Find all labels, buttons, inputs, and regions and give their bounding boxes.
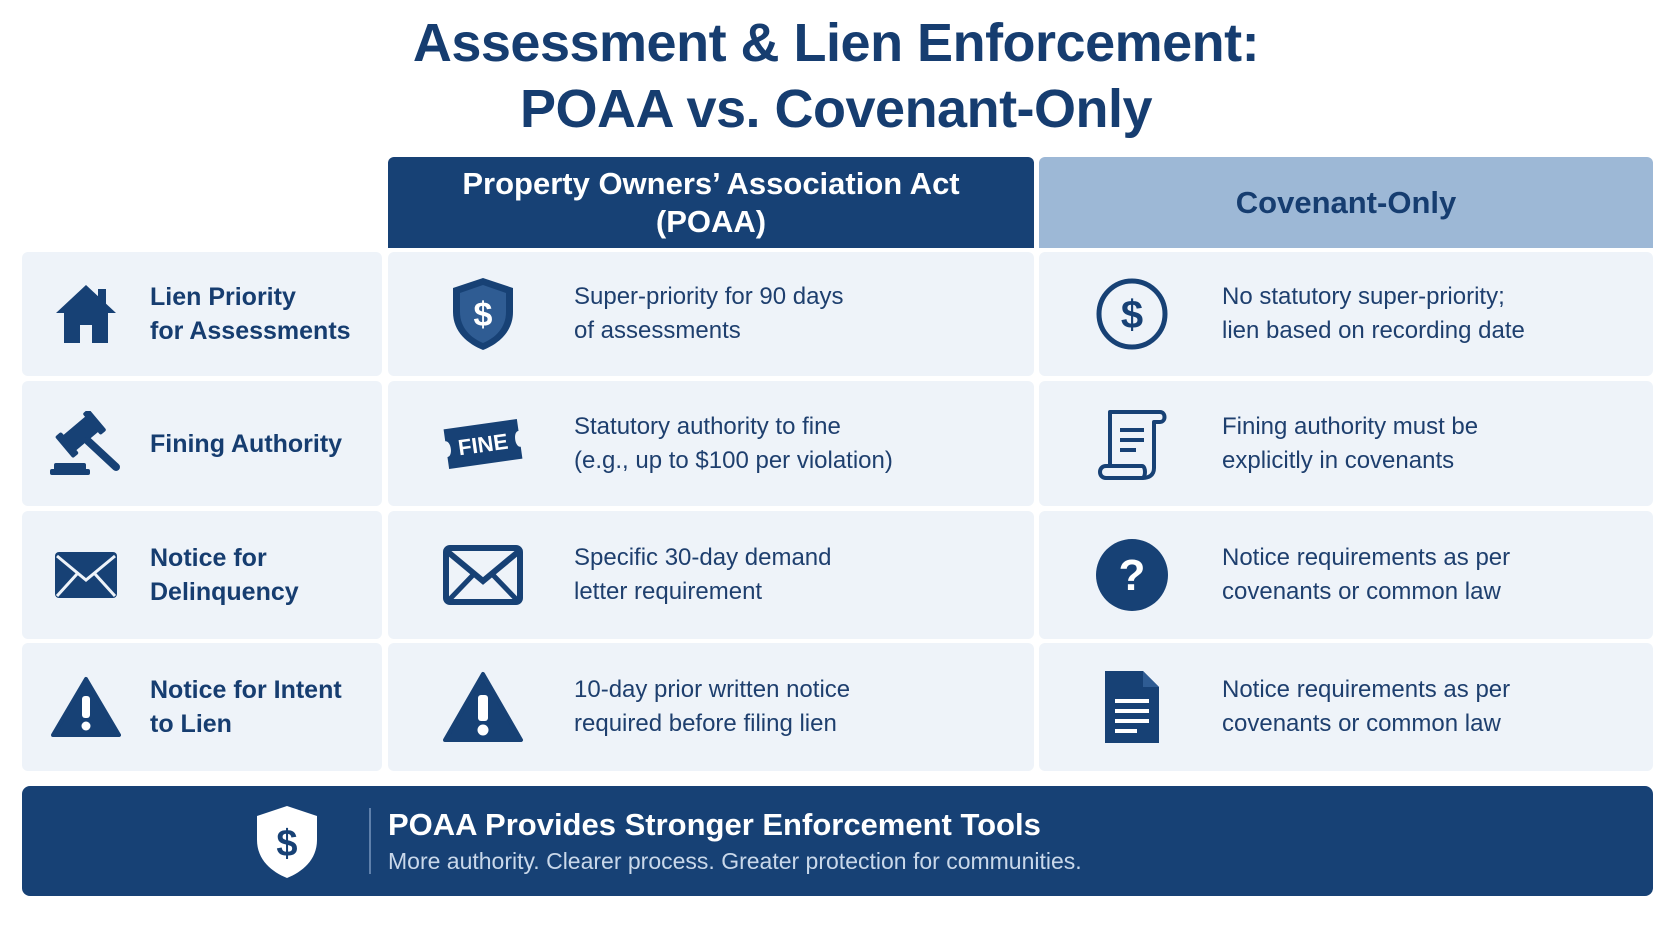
row-label-lien-priority bbox=[22, 252, 382, 376]
summary-banner bbox=[22, 786, 1653, 896]
warning-icon bbox=[442, 671, 524, 743]
label-line: Notice for bbox=[150, 544, 267, 572]
label-line: Lien Priority bbox=[150, 283, 296, 311]
svg-text:$: $ bbox=[473, 296, 493, 334]
poaa-text-line: of assessments bbox=[574, 317, 741, 344]
poaa-cell-notice-intent-lien bbox=[388, 643, 1034, 771]
shield-dollar-icon bbox=[254, 804, 320, 885]
covenant-cell-fining-authority bbox=[1039, 381, 1653, 506]
label-line: to Lien bbox=[150, 710, 232, 738]
poaa-cell-fining-authority bbox=[388, 381, 1034, 506]
poaa-text-line: 10-day prior written notice bbox=[574, 676, 851, 703]
covenant-text-line: Fining authority must be bbox=[1222, 412, 1479, 440]
column-header-poaa bbox=[388, 157, 1034, 248]
question-circle-icon bbox=[1094, 537, 1170, 613]
shield-dollar-icon bbox=[450, 276, 516, 352]
covenant-text-line: No statutory super-priority; bbox=[1222, 283, 1505, 310]
poaa-text-line: (e.g., up to $100 per violation) bbox=[574, 446, 893, 474]
covenant-text-line: Notice requirements as per bbox=[1222, 676, 1511, 703]
row-label-notice-delinquency bbox=[22, 511, 382, 639]
gavel-icon bbox=[50, 411, 122, 477]
label-line: Notice for Intent bbox=[150, 676, 342, 704]
covenant-cell-notice-delinquency bbox=[1039, 511, 1653, 639]
covenant-text-line: covenants or common law bbox=[1222, 710, 1501, 737]
poaa-text-line: Super-priority for 90 days bbox=[574, 283, 844, 310]
covenant-text-line: explicitly in covenants bbox=[1222, 446, 1455, 474]
label-line: Fining Authority bbox=[150, 429, 343, 458]
banner-divider bbox=[369, 808, 371, 874]
covenant-cell-lien-priority bbox=[1039, 252, 1653, 376]
svg-text:?: ? bbox=[1118, 551, 1146, 600]
label-line: for Assessments bbox=[150, 317, 351, 345]
document-icon bbox=[1101, 669, 1163, 745]
house-icon bbox=[54, 283, 118, 345]
warning-icon bbox=[51, 676, 121, 738]
fine-ticket-icon bbox=[440, 412, 526, 476]
covenant-header-label: Covenant-Only bbox=[1235, 184, 1457, 220]
svg-text:$: $ bbox=[276, 823, 298, 865]
row-label-fining-authority bbox=[22, 381, 382, 506]
poaa-text-line: letter requirement bbox=[574, 578, 763, 605]
covenant-text-line: lien based on recording date bbox=[1222, 317, 1525, 344]
svg-text:$: $ bbox=[1120, 293, 1144, 337]
poaa-text-line: Statutory authority to fine bbox=[574, 412, 841, 440]
covenant-text-line: Notice requirements as per bbox=[1222, 544, 1511, 571]
poaa-text-line: required before filing lien bbox=[574, 710, 837, 737]
poaa-cell-notice-delinquency bbox=[388, 511, 1034, 639]
poaa-header-line-1: Property Owners’ Association Act bbox=[462, 165, 960, 201]
covenant-text-line: covenants or common law bbox=[1222, 578, 1501, 605]
column-header-covenant bbox=[1039, 157, 1653, 248]
label-line: Delinquency bbox=[150, 578, 299, 606]
dollar-circle-icon bbox=[1094, 276, 1170, 352]
covenant-cell-notice-intent-lien bbox=[1039, 643, 1653, 771]
fine-ticket-text: FINE bbox=[456, 428, 510, 460]
page-title bbox=[0, 10, 1672, 142]
envelope-icon bbox=[443, 545, 523, 605]
row-label-notice-intent-lien bbox=[22, 643, 382, 771]
poaa-text-line: Specific 30-day demand bbox=[574, 544, 832, 571]
banner-heading: POAA Provides Stronger Enforcement Tools bbox=[388, 807, 1041, 842]
envelope-icon bbox=[53, 550, 119, 600]
poaa-cell-lien-priority bbox=[388, 252, 1034, 376]
title-line-2: POAA vs. Covenant-Only bbox=[519, 79, 1153, 139]
poaa-header-line-2: (POAA) bbox=[655, 203, 767, 239]
scroll-icon bbox=[1094, 406, 1170, 482]
banner-subtext: More authority. Clearer process. Greater protection for communities. bbox=[388, 848, 1082, 874]
title-line-1: Assessment & Lien Enforcement: bbox=[412, 13, 1260, 73]
